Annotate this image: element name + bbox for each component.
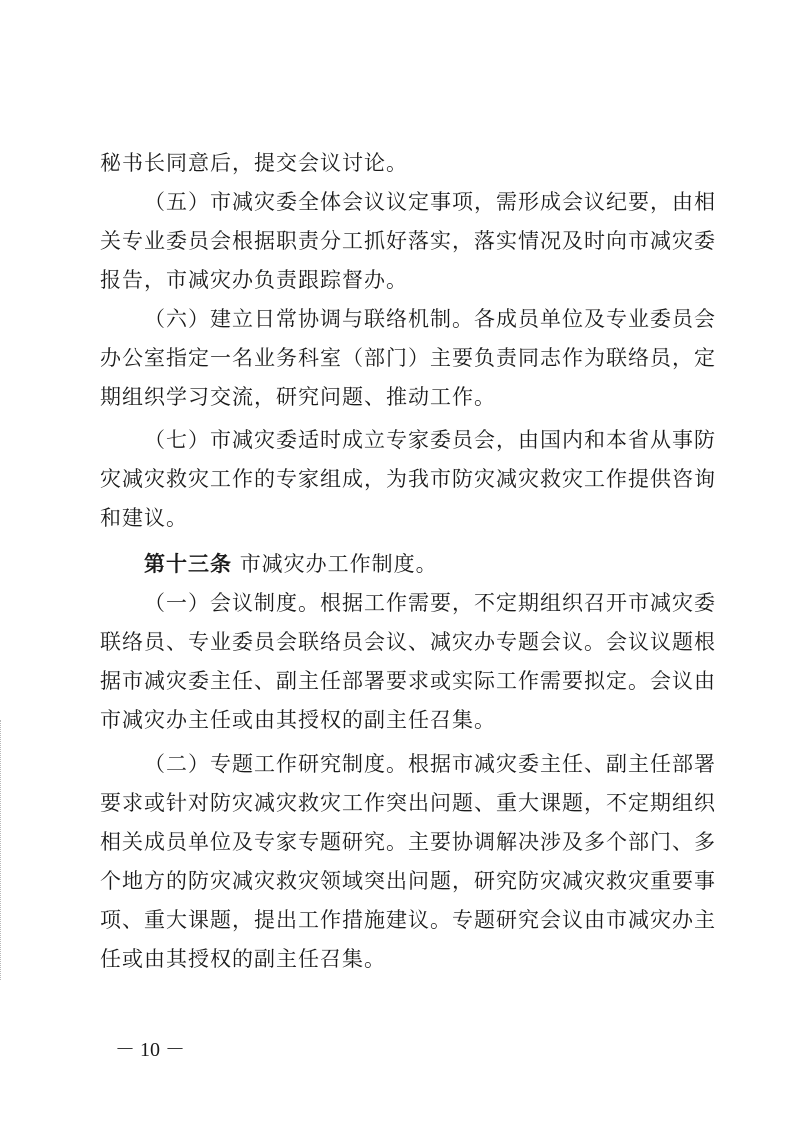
- text-line: 联络员、专业委员会联络员会议、减灾办专题会议。会议议题根: [100, 630, 716, 654]
- paragraph-item-2: [100, 745, 716, 979]
- text-line: （六）建立日常协调与联络机制。各成员单位及专业委员会: [144, 307, 716, 331]
- text-line: （五）市减灾委全体会议议定事项，需形成会议纪要，由相: [144, 190, 716, 214]
- text-line: 任或由其授权的副主任召集。: [100, 947, 386, 971]
- text-line: 期组织学习交流，研究问题、推动工作。: [100, 385, 496, 409]
- body-text: [100, 144, 700, 183]
- page-number: － 10 －: [115, 1039, 185, 1061]
- paragraph-item-1: [100, 584, 716, 740]
- text-line: 要求或针对防灾减灾救灾工作突出问题、重大课题，不定期组织: [100, 791, 716, 815]
- text-line: 秘书长同意后，提交会议讨论。: [100, 151, 408, 175]
- text-line: 项、重大课题，提出工作措施建议。专题研究会议由市减灾办主: [100, 908, 716, 932]
- article-number: 第十三条: [144, 552, 232, 576]
- text-line: 个地方的防灾减灾救灾领域突出问题，研究防灾减灾救灾重要事: [100, 869, 716, 893]
- text-line: （七）市减灾委适时成立专家委员会，由国内和本省从事防: [144, 428, 716, 452]
- article-title: 市减灾办工作制度。: [239, 552, 438, 576]
- text-line: （一）会议制度。根据工作需要，不定期组织召开市减灾委: [144, 591, 716, 615]
- paragraph-item-5: [100, 183, 716, 300]
- text-line: （二）专题工作研究制度。根据市减灾委主任、副主任部署: [144, 752, 716, 776]
- text-line: 市减灾办主任或由其授权的副主任召集。: [100, 708, 496, 732]
- text-line: 报告，市减灾办负责跟踪督办。: [100, 268, 408, 292]
- article-13-heading: [100, 545, 700, 584]
- paragraph-item-6: [100, 300, 716, 417]
- scan-edge-marks: [0, 720, 4, 980]
- text-line: 灾减灾救灾工作的专家组成，为我市防灾减灾救灾工作提供咨询: [100, 467, 716, 491]
- text-line: 据市减灾委主任、副主任部署要求或实际工作需要拟定。会议由: [100, 669, 716, 693]
- text-line: 办公室指定一名业务科室（部门）主要负责同志作为联络员，定: [100, 346, 716, 370]
- text-line: 关专业委员会根据职责分工抓好落实，落实情况及时向市减灾委: [100, 229, 716, 253]
- text-line: 和建议。: [100, 506, 188, 530]
- text-line: 相关成员单位及专家专题研究。主要协调解决涉及多个部门、多: [100, 830, 716, 854]
- text-line: [100, 545, 700, 584]
- paragraph-item-7: [100, 421, 716, 538]
